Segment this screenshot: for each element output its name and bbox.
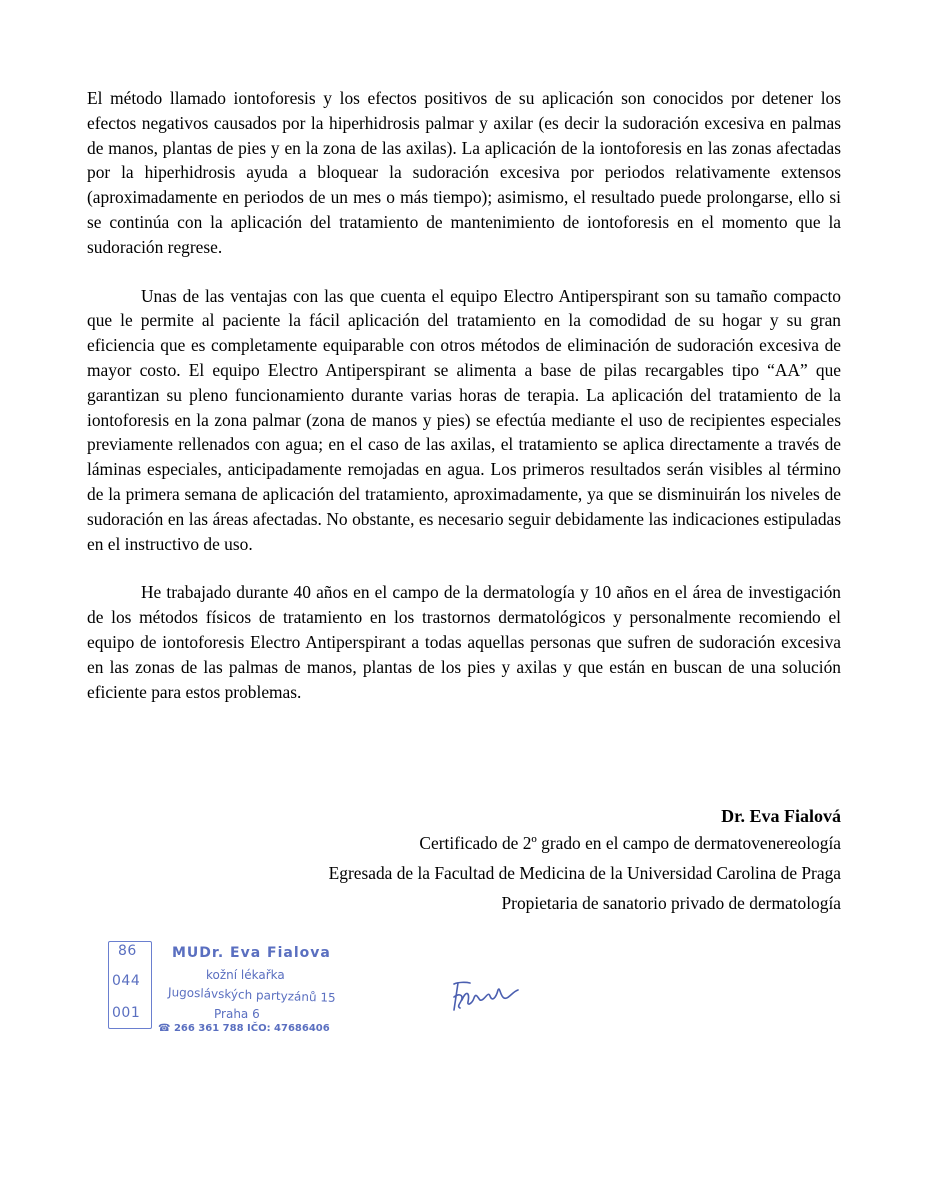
stamp-city: Praha 6 <box>214 1007 260 1021</box>
signer-name: Dr. Eva Fialová <box>721 806 841 826</box>
stamp-phone: ☎ 266 361 788 IČO: 47686406 <box>158 1023 330 1034</box>
stamp-code-1: 86 <box>118 943 137 959</box>
stamp-role: kožní lékařka <box>206 968 285 982</box>
stamp-code-2: 044 <box>112 973 141 989</box>
signer-credential-3: Propietaria de sanatorio privado de dermatología <box>501 893 841 913</box>
paragraph-3: He trabajado durante 40 años en el campo de la dermatología y 10 años en el área de investigación de los métodos físicos de tratamiento en los trastornos dermatológicos y personalmente recomiendo el equipo de iontoforesis Electro Antiperspirant a todas aquellas personas que sufren de sudoración excesiva en las zonas de las palmas de manos, plantas de los pies y axilas y que están en buscan de una solución eficiente para estos problemas. <box>87 582 841 702</box>
doctor-stamp <box>104 937 364 1037</box>
signer-credential-2: Egresada de la Facultad de Medicina de la Universidad Carolina de Praga <box>328 863 841 883</box>
paragraph-1: El método llamado iontoforesis y los efectos positivos de su aplicación son conocidos por detener los efectos negativos causados por la hiperhidrosis palmar y axilar (es decir la sudoración excesiva en palmas de manos, plantas de pies y en la zona de las axilas). La aplicación de la iontoforesis en las zonas afectadas por la hiperhidrosis ayuda a bloquear la sudoración excesiva por periodos relativamente extensos (aproximadamente en periodos de un mes o más tiempo); asimismo, el resultado puede prolongarse, ello si se continúa con la aplicación del tratamiento de mantenimiento de iontoforesis en el momento que la sudoración regrese. <box>87 88 841 257</box>
stamp-street: Jugoslávských partyzánů 15 <box>167 985 336 1005</box>
handwritten-signature <box>448 980 528 1016</box>
letter-body <box>87 86 841 704</box>
paragraph-2: Unas de las ventajas con las que cuenta el equipo Electro Antiperspirant son su tamaño compacto que le permite al paciente la fácil aplicación del tratamiento en la comodidad de su hogar y su gran eficiencia que es completamente equiparable con otros métodos de eliminación de sudoración excesiva de mayor costo. El equipo Electro Antiperspirant se alimenta a base de pilas recargables tipo “AA” que garantizan su pleno funcionamiento durante varias horas de terapia. La aplicación del tratamiento de la iontoforesis en la zona palmar (zona de manos y pies) se efectúa mediante el uso de recipientes especiales previamente rellenados con agua; en el caso de las axilas, el tratamiento se aplica directamente a través de láminas especiales, anticipadamente remojadas en agua. Los primeros resultados serán visibles al término de la primera semana de aplicación del tratamiento, aproximadamente, ya que se disminuirán los niveles de sudoración en las áreas afectadas. No obstante, es necesario seguir debidamente las indicaciones estipuladas en el instructivo de uso. <box>87 285 841 554</box>
stamp-title: MUDr. Eva Fialova <box>172 945 331 961</box>
stamp-code-3: 001 <box>112 1005 141 1021</box>
signature-block <box>329 804 841 918</box>
signer-credential-1: Certificado de 2º grado en el campo de dermatovenereología <box>419 833 841 853</box>
